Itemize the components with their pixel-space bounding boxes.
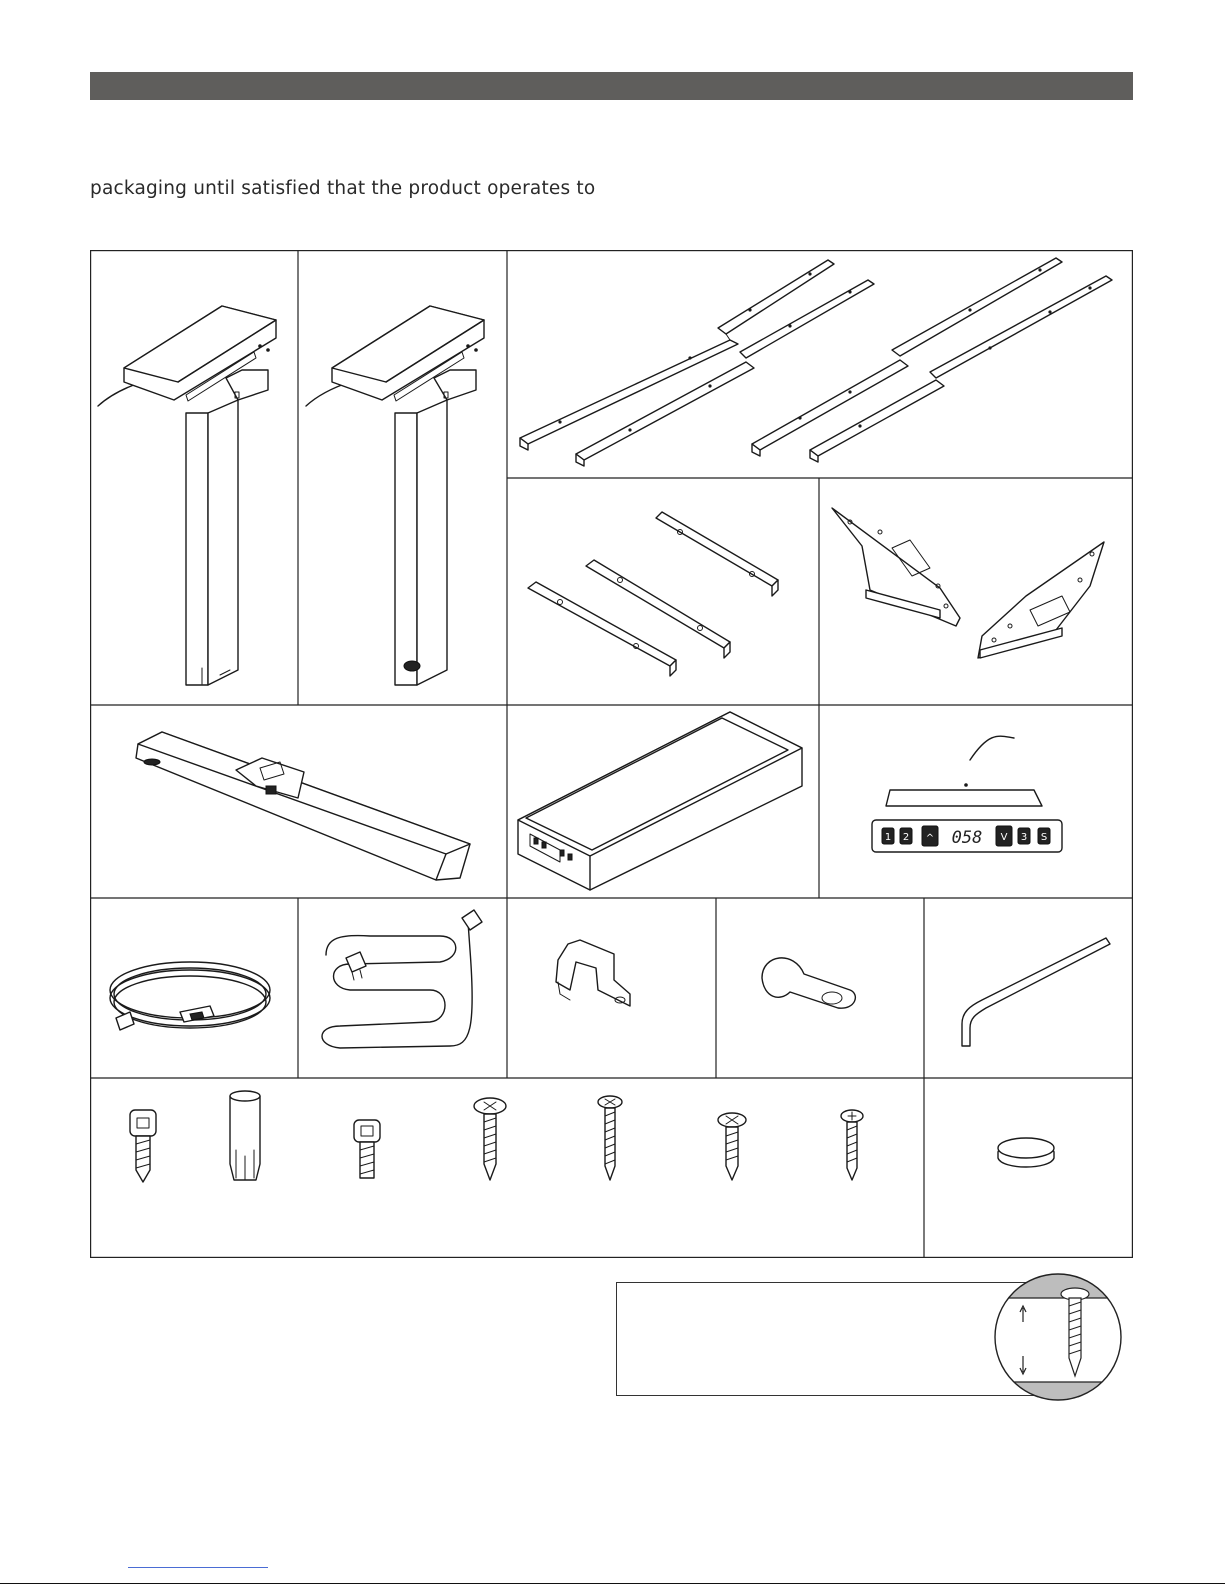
cross-bar-icon xyxy=(528,512,778,676)
handset-display: 058 xyxy=(951,828,983,848)
screw-icon xyxy=(130,1091,863,1182)
intro-text: packaging until satisfied that the product operates to xyxy=(90,178,596,199)
handset-button-1: 1 xyxy=(884,832,892,843)
mounting-bracket-icon xyxy=(832,508,1104,658)
section-header-bar xyxy=(90,72,1133,100)
lifting-column-icon xyxy=(98,306,276,685)
control-box-icon xyxy=(518,712,802,890)
side-bracket-icon xyxy=(136,732,470,880)
handset-button-2: 2 xyxy=(902,832,910,843)
telescopic-beam-icon xyxy=(520,258,1112,466)
lifting-column-icon xyxy=(306,306,484,685)
footer-rule xyxy=(0,1583,1225,1584)
power-cord-icon xyxy=(322,910,482,1048)
handset-button-s: S xyxy=(1040,832,1048,843)
extension-cable-icon xyxy=(110,962,270,1030)
end-cap-icon xyxy=(998,1138,1054,1167)
handset-button-3: 3 xyxy=(1020,832,1028,843)
cable-clamp-icon xyxy=(762,958,855,1008)
cable-clip-icon xyxy=(556,940,630,1006)
hex-key-icon xyxy=(962,938,1110,1046)
tip-box xyxy=(616,1282,1036,1396)
parts-grid xyxy=(90,250,1133,1258)
screw-depth-icon xyxy=(993,1272,1123,1402)
handset-button-up: ^ xyxy=(925,833,935,844)
footer-link-underline[interactable] xyxy=(128,1567,268,1568)
handset-button-down: V xyxy=(1000,832,1008,843)
